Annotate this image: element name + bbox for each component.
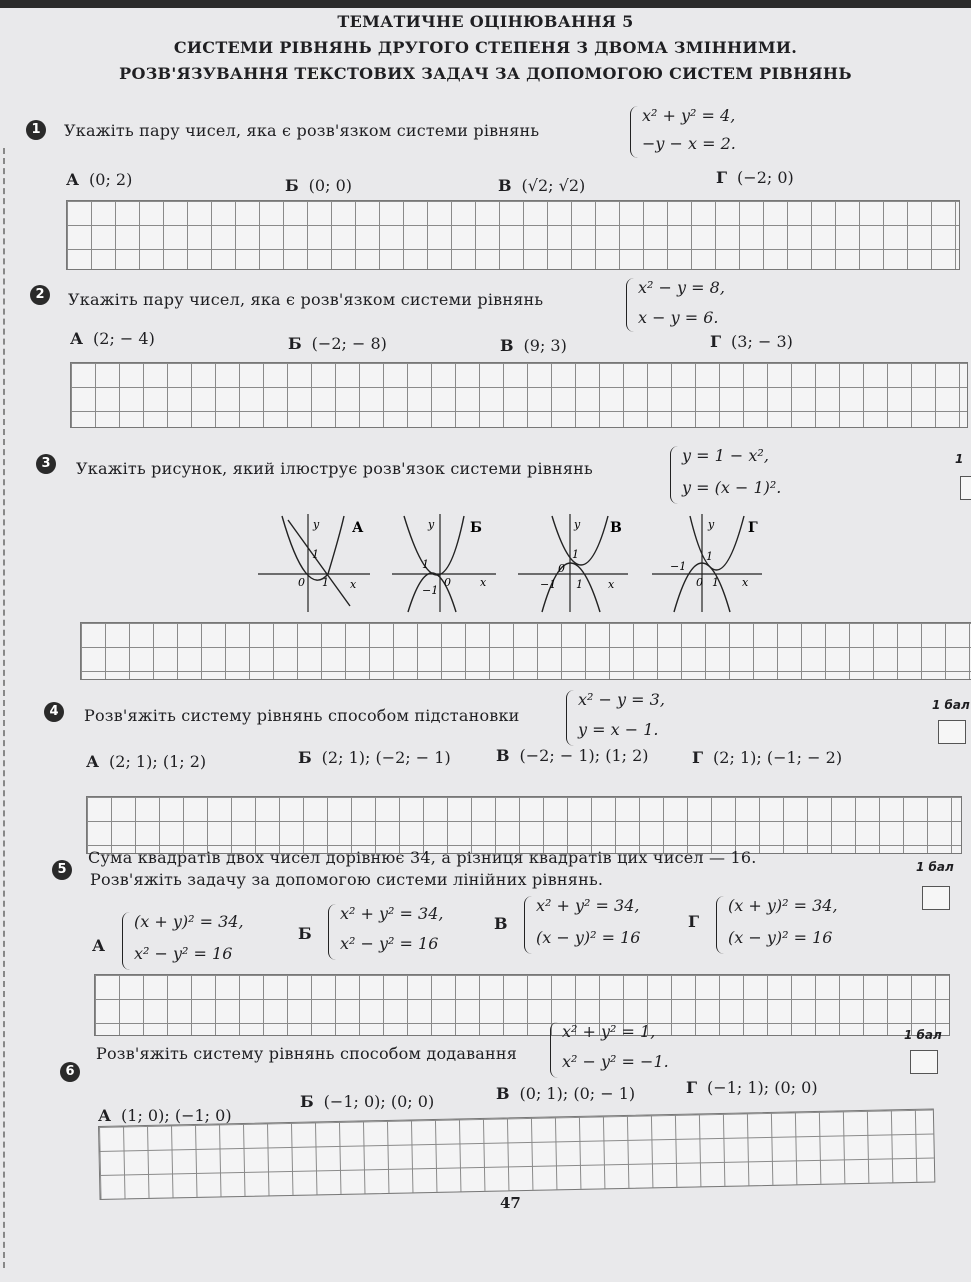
equation: x² − y = 3, [578, 690, 665, 709]
option-letter: А [98, 1106, 112, 1125]
option-letter: Г [692, 748, 704, 767]
tick-label: −1 [422, 584, 439, 597]
brace [550, 1022, 559, 1078]
tick-label: 1 [712, 576, 719, 589]
option-letter: В [500, 336, 514, 355]
option-letter: Г [716, 168, 728, 187]
axis-label-x: x [742, 576, 749, 589]
figure-letter: А [352, 520, 364, 536]
option-b[interactable] [298, 924, 322, 943]
task-question: Укажіть пару чисел, яка є розв'язком системи рівнянь [68, 290, 544, 309]
brace [524, 896, 533, 954]
option-value: (2; 1); (−1; − 2) [713, 748, 843, 767]
equation: x² − y² = 16 [134, 944, 233, 963]
option-value: (1; 0); (−1; 0) [121, 1106, 232, 1125]
equation: y = x − 1. [578, 720, 659, 739]
figure-letter: В [610, 520, 622, 536]
task-question: Розв'яжіть систему рівнянь способом підстановки [84, 706, 520, 725]
figure-letter: Г [748, 520, 758, 536]
answer-grid[interactable] [70, 362, 968, 428]
option-letter: Б [298, 748, 312, 767]
figure-a[interactable] [258, 514, 378, 618]
equation-system [566, 688, 706, 748]
option-a[interactable] [66, 170, 132, 189]
option-value: (0; 0) [308, 176, 352, 195]
option-c[interactable] [498, 176, 585, 195]
option-letter: А [86, 752, 100, 771]
header-title: ТЕМАТИЧНЕ ОЦІНЮВАННЯ 5 [337, 12, 634, 31]
axis-label-x: x [608, 578, 615, 591]
equation: −y − x = 2. [642, 134, 736, 153]
equation-system [550, 1020, 690, 1080]
option-value: (−2; − 8) [311, 334, 387, 353]
option-a[interactable] [92, 936, 115, 955]
option-c[interactable] [496, 746, 649, 765]
option-value: (0; 1); (0; − 1) [519, 1084, 636, 1103]
tick-label: 1 [572, 548, 579, 561]
task-question: Укажіть рисунок, який ілюструє розв'язок системи рівнянь [76, 459, 593, 478]
equation: x² + y² = 1, [562, 1022, 656, 1041]
option-letter: Г [688, 912, 700, 931]
option-letter: В [496, 1084, 510, 1103]
tick-label: 1 [706, 550, 713, 563]
axis-label-x: x [480, 576, 487, 589]
option-a[interactable] [98, 1106, 232, 1125]
equation: x² + y² = 34, [340, 904, 444, 923]
option-value: (−2; − 1); (1; 2) [519, 746, 649, 765]
score-box[interactable] [922, 886, 950, 910]
option-d[interactable] [710, 332, 793, 351]
answer-grid[interactable] [94, 974, 950, 1036]
task-question: Сума квадратів двох чисел дорівнює 34, а різниця квадратів цих чисел — 16. [88, 848, 757, 867]
option-letter: А [92, 936, 106, 955]
equation: x − y = 6. [638, 308, 719, 327]
axis-label-y: y [574, 518, 581, 531]
equation: (x + y)² = 34, [134, 912, 244, 931]
option-a[interactable] [70, 329, 155, 348]
tick-label: 1 [576, 578, 583, 591]
task-number: 2 [30, 285, 50, 305]
option-letter: В [498, 176, 512, 195]
origin-label: 0 [298, 576, 305, 589]
equation: y = (x − 1)². [682, 478, 782, 497]
task-question: Розв'яжіть систему рівнянь способом додавання [96, 1044, 518, 1063]
option-letter: Б [300, 1092, 314, 1111]
tick-label: 1 [312, 548, 319, 561]
task-number: 5 [52, 860, 72, 880]
option-b-system [328, 902, 468, 962]
option-letter: Г [686, 1078, 698, 1097]
page-number: 47 [500, 1194, 521, 1212]
brace [626, 278, 635, 332]
tick-label: 1 [422, 558, 429, 571]
figure-b[interactable] [392, 514, 502, 618]
parabola-up [690, 516, 744, 570]
figure-c[interactable] [518, 514, 638, 618]
option-value: (0; 2) [89, 170, 133, 189]
option-value: (−2; 0) [737, 168, 794, 187]
figure-d-graph [652, 514, 772, 614]
option-c[interactable] [500, 336, 567, 355]
equation: (x − y)² = 16 [728, 928, 833, 947]
option-a-system [122, 910, 262, 972]
task-number: 4 [44, 702, 64, 722]
score-label: 1 бал [904, 1028, 942, 1042]
option-c[interactable] [496, 1084, 635, 1103]
option-b[interactable] [288, 334, 387, 353]
option-a[interactable] [86, 752, 206, 771]
score-box[interactable] [910, 1050, 938, 1074]
brace [122, 912, 131, 970]
perforation-line [3, 148, 5, 1268]
option-value: (−1; 1); (0; 0) [707, 1078, 818, 1097]
axis-label-y: y [313, 518, 320, 531]
option-b[interactable] [300, 1092, 434, 1111]
brace [716, 896, 725, 954]
brace [630, 106, 639, 158]
worksheet-page [0, 8, 971, 1282]
option-letter: Б [285, 176, 299, 195]
equation: (x + y)² = 34, [728, 896, 838, 915]
origin-label: 0 [444, 576, 451, 589]
option-value: (3; − 3) [731, 332, 793, 351]
figure-b-graph [392, 514, 502, 614]
task-instruction: Розв'яжіть задачу за допомогою системи лінійних рівнянь. [90, 870, 604, 889]
option-b[interactable] [285, 176, 352, 195]
score-label: 1 бал [932, 698, 970, 712]
option-value: (2; 1); (1; 2) [109, 752, 207, 771]
brace [328, 904, 337, 960]
option-d[interactable] [716, 168, 794, 187]
header-subtitle-2: РОЗВ'ЯЗУВАННЯ ТЕКСТОВИХ ЗАДАЧ ЗА ДОПОМОГОЮ СИСТЕМ РІВНЯНЬ [119, 64, 852, 83]
option-c[interactable] [494, 914, 518, 933]
tick-label: −1 [540, 578, 557, 591]
score-label: 1 [955, 452, 964, 466]
task-number: 3 [36, 454, 56, 474]
option-value: (−1; 0); (0; 0) [323, 1092, 435, 1111]
equation: (x − y)² = 16 [536, 928, 641, 947]
option-letter: В [496, 746, 510, 765]
score-label: 1 бал [916, 860, 954, 874]
axis-label-x: x [350, 578, 357, 591]
option-value: (2; 1); (−2; − 1) [321, 748, 451, 767]
option-value: (√2; √2) [521, 176, 586, 195]
figure-c-graph [518, 514, 638, 614]
axis-label-y: y [708, 518, 715, 531]
figure-d[interactable] [652, 514, 772, 618]
origin-label: 0 [696, 576, 703, 589]
origin-label: 0 [558, 562, 565, 575]
answer-grid[interactable] [86, 796, 962, 854]
option-letter: Б [298, 924, 312, 943]
brace [566, 690, 575, 746]
equation: x² − y² = 16 [340, 934, 439, 953]
option-letter: А [70, 329, 84, 348]
task-number: 1 [26, 120, 46, 140]
option-d[interactable] [692, 748, 842, 767]
score-box[interactable] [938, 720, 966, 744]
option-d[interactable] [688, 912, 709, 931]
option-letter: А [66, 170, 80, 189]
option-letter: Б [288, 334, 302, 353]
brace [670, 446, 679, 504]
task-question: Укажіть пару чисел, яка є розв'язком системи рівнянь [64, 121, 540, 140]
equation-system [630, 104, 770, 160]
equation: x² + y² = 4, [642, 106, 736, 125]
option-letter: Г [710, 332, 722, 351]
tick-label: 1 [322, 576, 329, 589]
task-number: 6 [60, 1062, 80, 1082]
figure-letter: Б [470, 520, 482, 536]
header-subtitle: СИСТЕМИ РІВНЯНЬ ДРУГОГО СТЕПЕНЯ З ДВОМА ЗМІННИМИ. [173, 38, 798, 57]
equation-system [626, 276, 766, 334]
option-b[interactable] [298, 748, 451, 767]
equation: x² − y = 8, [638, 278, 725, 297]
option-value: (2; − 4) [93, 329, 155, 348]
option-value: (9; 3) [523, 336, 567, 355]
axis-label-y: y [428, 518, 435, 531]
option-d-system [716, 894, 866, 956]
equation: y = 1 − x², [682, 446, 769, 465]
score-box[interactable] [960, 476, 971, 500]
answer-grid[interactable] [66, 200, 960, 270]
tick-label: −1 [670, 560, 687, 573]
figure-a-graph [258, 514, 378, 614]
equation-system [670, 444, 820, 506]
option-c-system [524, 894, 664, 956]
equation: x² + y² = 34, [536, 896, 640, 915]
option-letter: В [494, 914, 508, 933]
line-graph [288, 520, 350, 606]
equation: x² − y² = −1. [562, 1052, 669, 1071]
answer-grid[interactable] [80, 622, 971, 680]
option-d[interactable] [686, 1078, 818, 1097]
